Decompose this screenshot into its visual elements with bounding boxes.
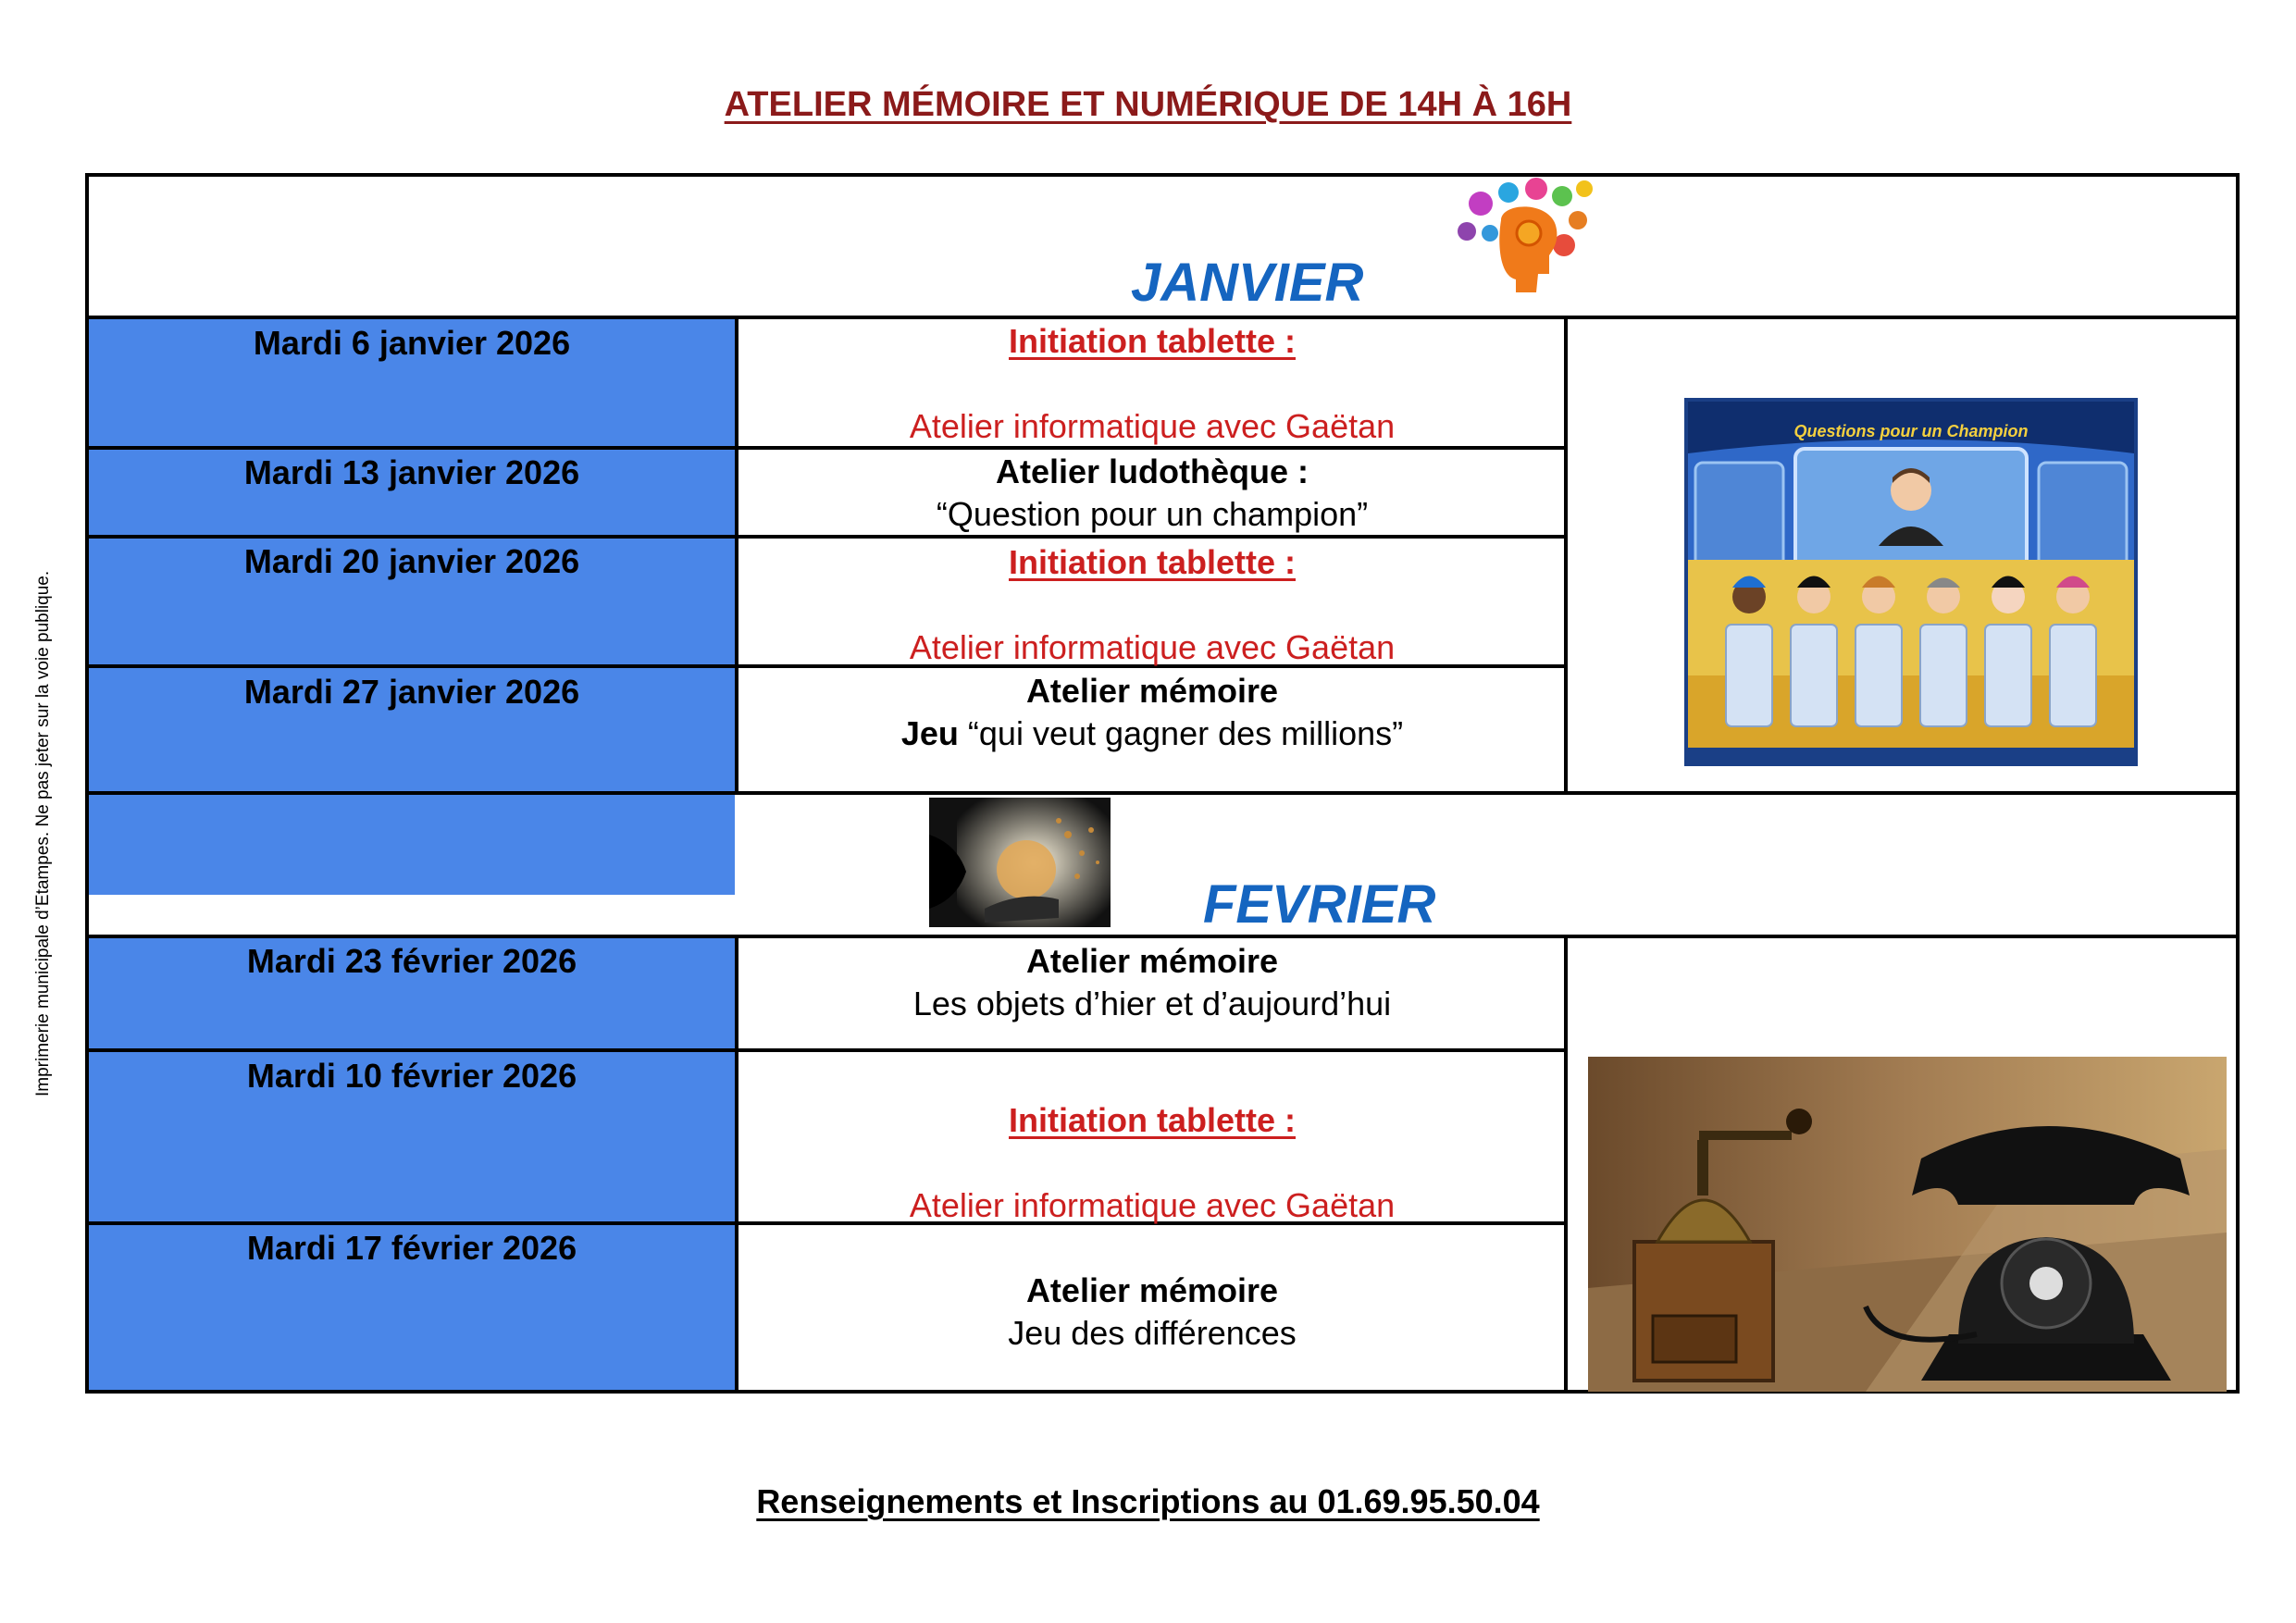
date-jan-20: Mardi 20 janvier 2026 — [243, 542, 580, 580]
activity-jan-6: Initiation tablette : Atelier informatique avec Gaëtan — [909, 322, 1396, 445]
blowing-dust-image — [929, 798, 1111, 927]
date-feb-17: Mardi 17 février 2026 — [246, 1229, 577, 1267]
activity-feb-10: Initiation tablette : Atelier informatique avec Gaëtan — [909, 1101, 1396, 1224]
date-column-january — [89, 319, 735, 895]
svg-text:Questions pour un Champion: Questions pour un Champion — [1793, 422, 2029, 440]
date-feb-10: Mardi 10 février 2026 — [246, 1057, 577, 1095]
date-feb-23: Mardi 23 février 2026 — [246, 942, 577, 980]
january-heading: JANVIER — [1131, 253, 1364, 313]
activity-jan-27: Atelier mémoire Jeu “qui veut gagner des millions” — [900, 672, 1404, 752]
february-heading: FEVRIER — [1203, 874, 1436, 935]
activity-jan-13: Atelier ludothèque : “Question pour un champion” — [936, 452, 1369, 533]
date-column-february — [89, 938, 735, 1390]
date-jan-27: Mardi 27 janvier 2026 — [243, 673, 580, 711]
activity-jan-20: Initiation tablette : Atelier informatique avec Gaëtan — [909, 543, 1396, 666]
vintage-objects-image — [1588, 1057, 2227, 1392]
activity-feb-17: Atelier mémoire Jeu des différences — [1008, 1271, 1297, 1352]
brain-head-icon — [1444, 176, 1606, 305]
contact-info: Renseignements et Inscriptions au 01.69.95.50.04 — [756, 1482, 1540, 1520]
activity-feb-23: Atelier mémoire Les objets d’hier et d’aujourd’hui — [912, 942, 1392, 1022]
quiz-show-image — [1684, 398, 2138, 766]
date-jan-13: Mardi 13 janvier 2026 — [243, 453, 580, 491]
date-jan-6: Mardi 6 janvier 2026 — [253, 324, 571, 362]
page-title: ATELIER MÉMOIRE ET NUMÉRIQUE DE 14H À 16H — [724, 85, 1572, 124]
printer-note: Imprimerie municipale d’Etampes. Ne pas jeter sur la voie publique. — [33, 570, 53, 1096]
